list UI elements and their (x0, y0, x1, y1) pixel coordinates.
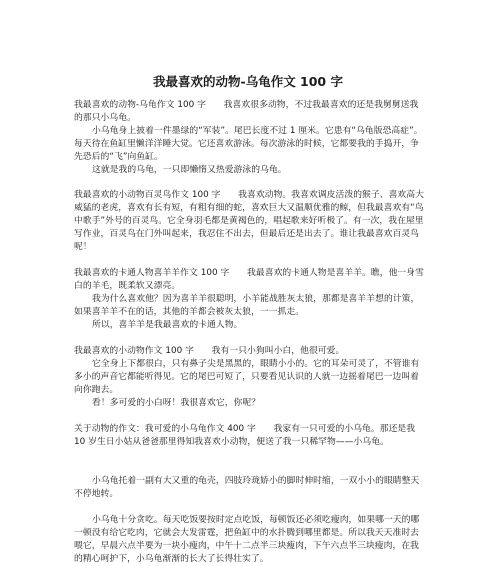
paragraph-7: 所以，喜羊羊是我最喜欢的卡通人物。 (92, 320, 243, 330)
paragraph-9: 它全身上下都很白，只有鼻子尖是黑黑的，眼睛小小的。它的耳朵可灵了，不管谁有多小的声音它都能听得见。它的尾巴可短了，只要看见认识的人就一边摇着尾巴一边叫着向你跑去。 (74, 359, 420, 395)
paragraph-11: 关于动物的作文：我可爱的小乌龟作文 400 字 我家有一只可爱的小乌龟。那还是我 10 岁生日小姑从爸爸那里得知我喜欢小动物，便送了我一只稀罕物——小乌龟。 (74, 424, 416, 447)
paragraph-3: 这就是我的乌龟，一只即懒惰又热爱游泳的乌龟。 (92, 165, 287, 175)
paragraph-4: 我最喜欢的小动物百灵鸟作文 100 字 我喜欢动物。我喜欢调皮活泼的猴子、喜欢高大威猛的老虎，喜欢有长有短，有粗有细的蛇，喜欢巨大又温顺优雅的鲸，但我最喜欢有“鸟中歌手”外号的百灵鸟。它全身羽毛都是黄褐色的，唱起歌来好听极了。有一次，我在屋里写作业，百灵鸟在门外叫起来，我忍住不出去，但最后还是出去了。谁让我最喜欢百灵鸟呢！ (74, 190, 424, 252)
paragraph-2: 小乌龟身上披着一件墨绿的“军装”。尾巴长度不过 1 厘米。它患有“乌龟版恐高症”。每天待在鱼缸里懒洋洋睡大觉。它还喜欢游泳。每次游泳的时候，它都要我的手捣开，争先恐后的“飞”向鱼缸。 (74, 126, 423, 162)
paragraph-6: 我为什么喜欢他？因为喜羊羊很聪明，小羊能战胜灰太狼，那都是喜羊羊想的计策，如果喜羊羊不在的话，其他的羊都会被灰太狼，一一抓走。 (74, 294, 420, 317)
paragraph-8: 我最喜欢的小动物作文 100 字 我有一只小狗叫小白，他很可爱。 (74, 346, 345, 356)
paragraph-1: 我最喜欢的动物-乌龟作文 100 字 我喜欢很多动物，不过我最喜欢的还是我舅舅送我的那只小乌龟。 (74, 100, 419, 123)
paragraph-5: 我最喜欢的卡通人物喜羊羊作文 100 字 我最喜欢的卡通人物是喜羊羊。瞧，他一身雪白的羊毛，既柔软又漂亮。 (74, 268, 424, 291)
paragraph-13: 小乌龟十分贪吃。每天吃饭要按时定点吃饭，每顿饭还必须吃瘦肉，如果哪一天的哪一顿没有给它吃肉，它就会大发雷霆，把鱼缸中的水扑腾到哪里都是。所以我天天准时去喂它，早晨六点半要为一块小瘦肉，中午十二点半三块瘦肉，下午六点半三块瘦肉，在我的精心呵护下，小乌龟渐渐的长大了长得壮实了。 (74, 515, 420, 564)
page-title: 我最喜欢的动物-乌龟作文 100 字 (153, 74, 343, 89)
paragraph-12: 小乌龟托着一副有大又重的龟壳，四肢玲珑娇小的脚时伸时缩，一双小小的眼睛整天不停地转。 (74, 476, 420, 499)
paragraph-10: 看！多可爱的小白呀！我很喜欢它，你呢？ (92, 398, 261, 408)
